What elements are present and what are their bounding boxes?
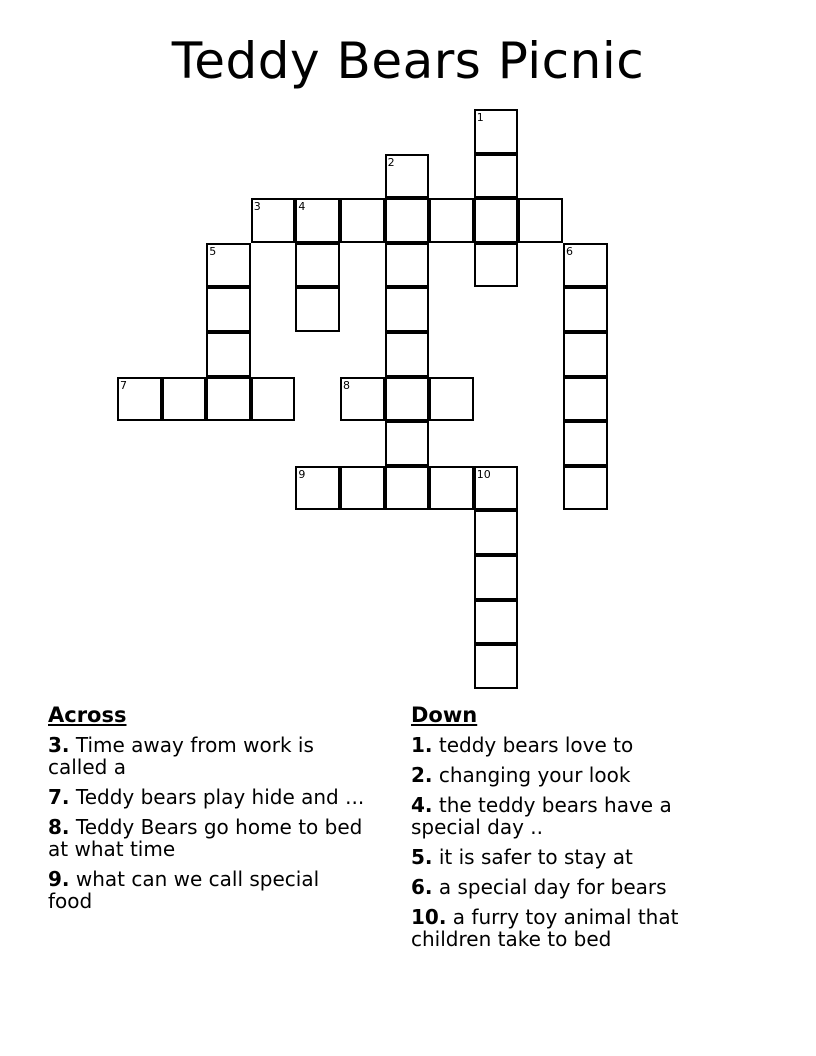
clue-number: 5 bbox=[209, 244, 217, 258]
down-clue bbox=[411, 764, 721, 786]
grid-cell[interactable] bbox=[563, 332, 608, 377]
grid-cell[interactable] bbox=[206, 377, 251, 422]
grid-cell[interactable] bbox=[251, 377, 296, 422]
down-clue bbox=[411, 794, 721, 838]
grid-cell[interactable] bbox=[474, 109, 519, 154]
clue-number: 8 bbox=[343, 378, 350, 392]
grid-cell[interactable] bbox=[429, 466, 474, 511]
clue-number: 10. bbox=[411, 905, 447, 929]
grid-cell[interactable] bbox=[162, 377, 207, 422]
clue-number: 4. bbox=[411, 793, 433, 817]
clue-number: 3. bbox=[48, 733, 70, 757]
grid-cell[interactable] bbox=[563, 287, 608, 332]
grid-cell[interactable] bbox=[429, 377, 474, 422]
grid-cell[interactable] bbox=[474, 600, 519, 645]
across-clue bbox=[48, 734, 368, 778]
down-clue bbox=[411, 876, 721, 898]
grid-cell[interactable] bbox=[295, 198, 340, 243]
grid-cell[interactable] bbox=[563, 377, 608, 422]
grid-cell[interactable] bbox=[474, 243, 519, 288]
clue-number: 9. bbox=[48, 867, 70, 891]
grid-cell[interactable] bbox=[385, 243, 430, 288]
across-heading: Across bbox=[48, 703, 127, 727]
grid-cell[interactable] bbox=[206, 332, 251, 377]
clue-text: teddy bears love to bbox=[432, 733, 634, 757]
grid-cell[interactable] bbox=[340, 377, 385, 422]
clue-text: a furry toy animal that children take to bed bbox=[411, 905, 679, 951]
puzzle-title: Teddy Bears Picnic bbox=[171, 32, 645, 90]
clue-text: Time away from work is called a bbox=[48, 733, 314, 779]
clue-text: changing your look bbox=[432, 763, 631, 787]
clue-number: 7 bbox=[120, 378, 127, 392]
grid-cell[interactable] bbox=[295, 243, 340, 288]
clue-text: a special day for bears bbox=[432, 875, 667, 899]
down-clue bbox=[411, 906, 721, 950]
down-heading: Down bbox=[411, 703, 478, 727]
down-clue bbox=[411, 846, 721, 868]
down-clues bbox=[411, 702, 721, 958]
grid-cell[interactable] bbox=[385, 154, 430, 199]
grid-cell[interactable] bbox=[117, 377, 162, 422]
grid-cell[interactable] bbox=[474, 466, 519, 511]
grid-cell[interactable] bbox=[474, 555, 519, 600]
grid-cell[interactable] bbox=[385, 421, 430, 466]
grid-cell[interactable] bbox=[563, 243, 608, 288]
clue-number: 5. bbox=[411, 845, 433, 869]
grid-cell[interactable] bbox=[429, 198, 474, 243]
clue-number: 1 bbox=[476, 111, 484, 124]
across-clues bbox=[48, 702, 368, 920]
clue-number: 8. bbox=[48, 815, 70, 839]
across-clue bbox=[48, 786, 368, 808]
across-clue bbox=[48, 816, 368, 860]
grid-cell[interactable] bbox=[474, 510, 519, 555]
grid-cell[interactable] bbox=[385, 466, 430, 511]
across-clue bbox=[48, 868, 368, 912]
grid-cell[interactable] bbox=[295, 287, 340, 332]
clue-number: 3 bbox=[253, 200, 261, 214]
grid-cell[interactable] bbox=[206, 287, 251, 332]
clue-number: 10 bbox=[476, 467, 491, 481]
clue-number: 9 bbox=[298, 467, 306, 481]
grid-cell[interactable] bbox=[340, 466, 385, 511]
grid-cell[interactable] bbox=[295, 466, 340, 511]
grid-cell[interactable] bbox=[563, 466, 608, 511]
grid-cell[interactable] bbox=[385, 198, 430, 243]
clue-number: 2. bbox=[411, 763, 433, 787]
grid-cell[interactable] bbox=[474, 198, 519, 243]
clue-text: what can we call special food bbox=[48, 867, 320, 913]
down-clue bbox=[411, 734, 721, 756]
grid-cell[interactable] bbox=[385, 332, 430, 377]
clue-number: 1. bbox=[411, 733, 433, 757]
clue-number: 2 bbox=[387, 155, 395, 169]
clue-text: it is safer to stay at bbox=[432, 845, 633, 869]
grid-cell[interactable] bbox=[518, 198, 563, 243]
grid-cell[interactable] bbox=[251, 198, 296, 243]
clue-text: Teddy Bears go home to bed at what time bbox=[48, 815, 363, 861]
clue-number: 6 bbox=[566, 244, 573, 258]
clue-number: 6. bbox=[411, 875, 433, 899]
grid-cell[interactable] bbox=[474, 644, 519, 689]
grid-cell[interactable] bbox=[206, 243, 251, 288]
grid-cell[interactable] bbox=[563, 421, 608, 466]
clue-text: the teddy bears have a special day .. bbox=[411, 793, 672, 839]
clue-text: Teddy bears play hide and ... bbox=[69, 785, 365, 809]
clue-number: 7. bbox=[48, 785, 70, 809]
grid-cell[interactable] bbox=[474, 154, 519, 199]
clue-number: 4 bbox=[298, 200, 306, 214]
grid-cell[interactable] bbox=[340, 198, 385, 243]
grid-cell[interactable] bbox=[385, 377, 430, 422]
grid-cell[interactable] bbox=[385, 287, 430, 332]
